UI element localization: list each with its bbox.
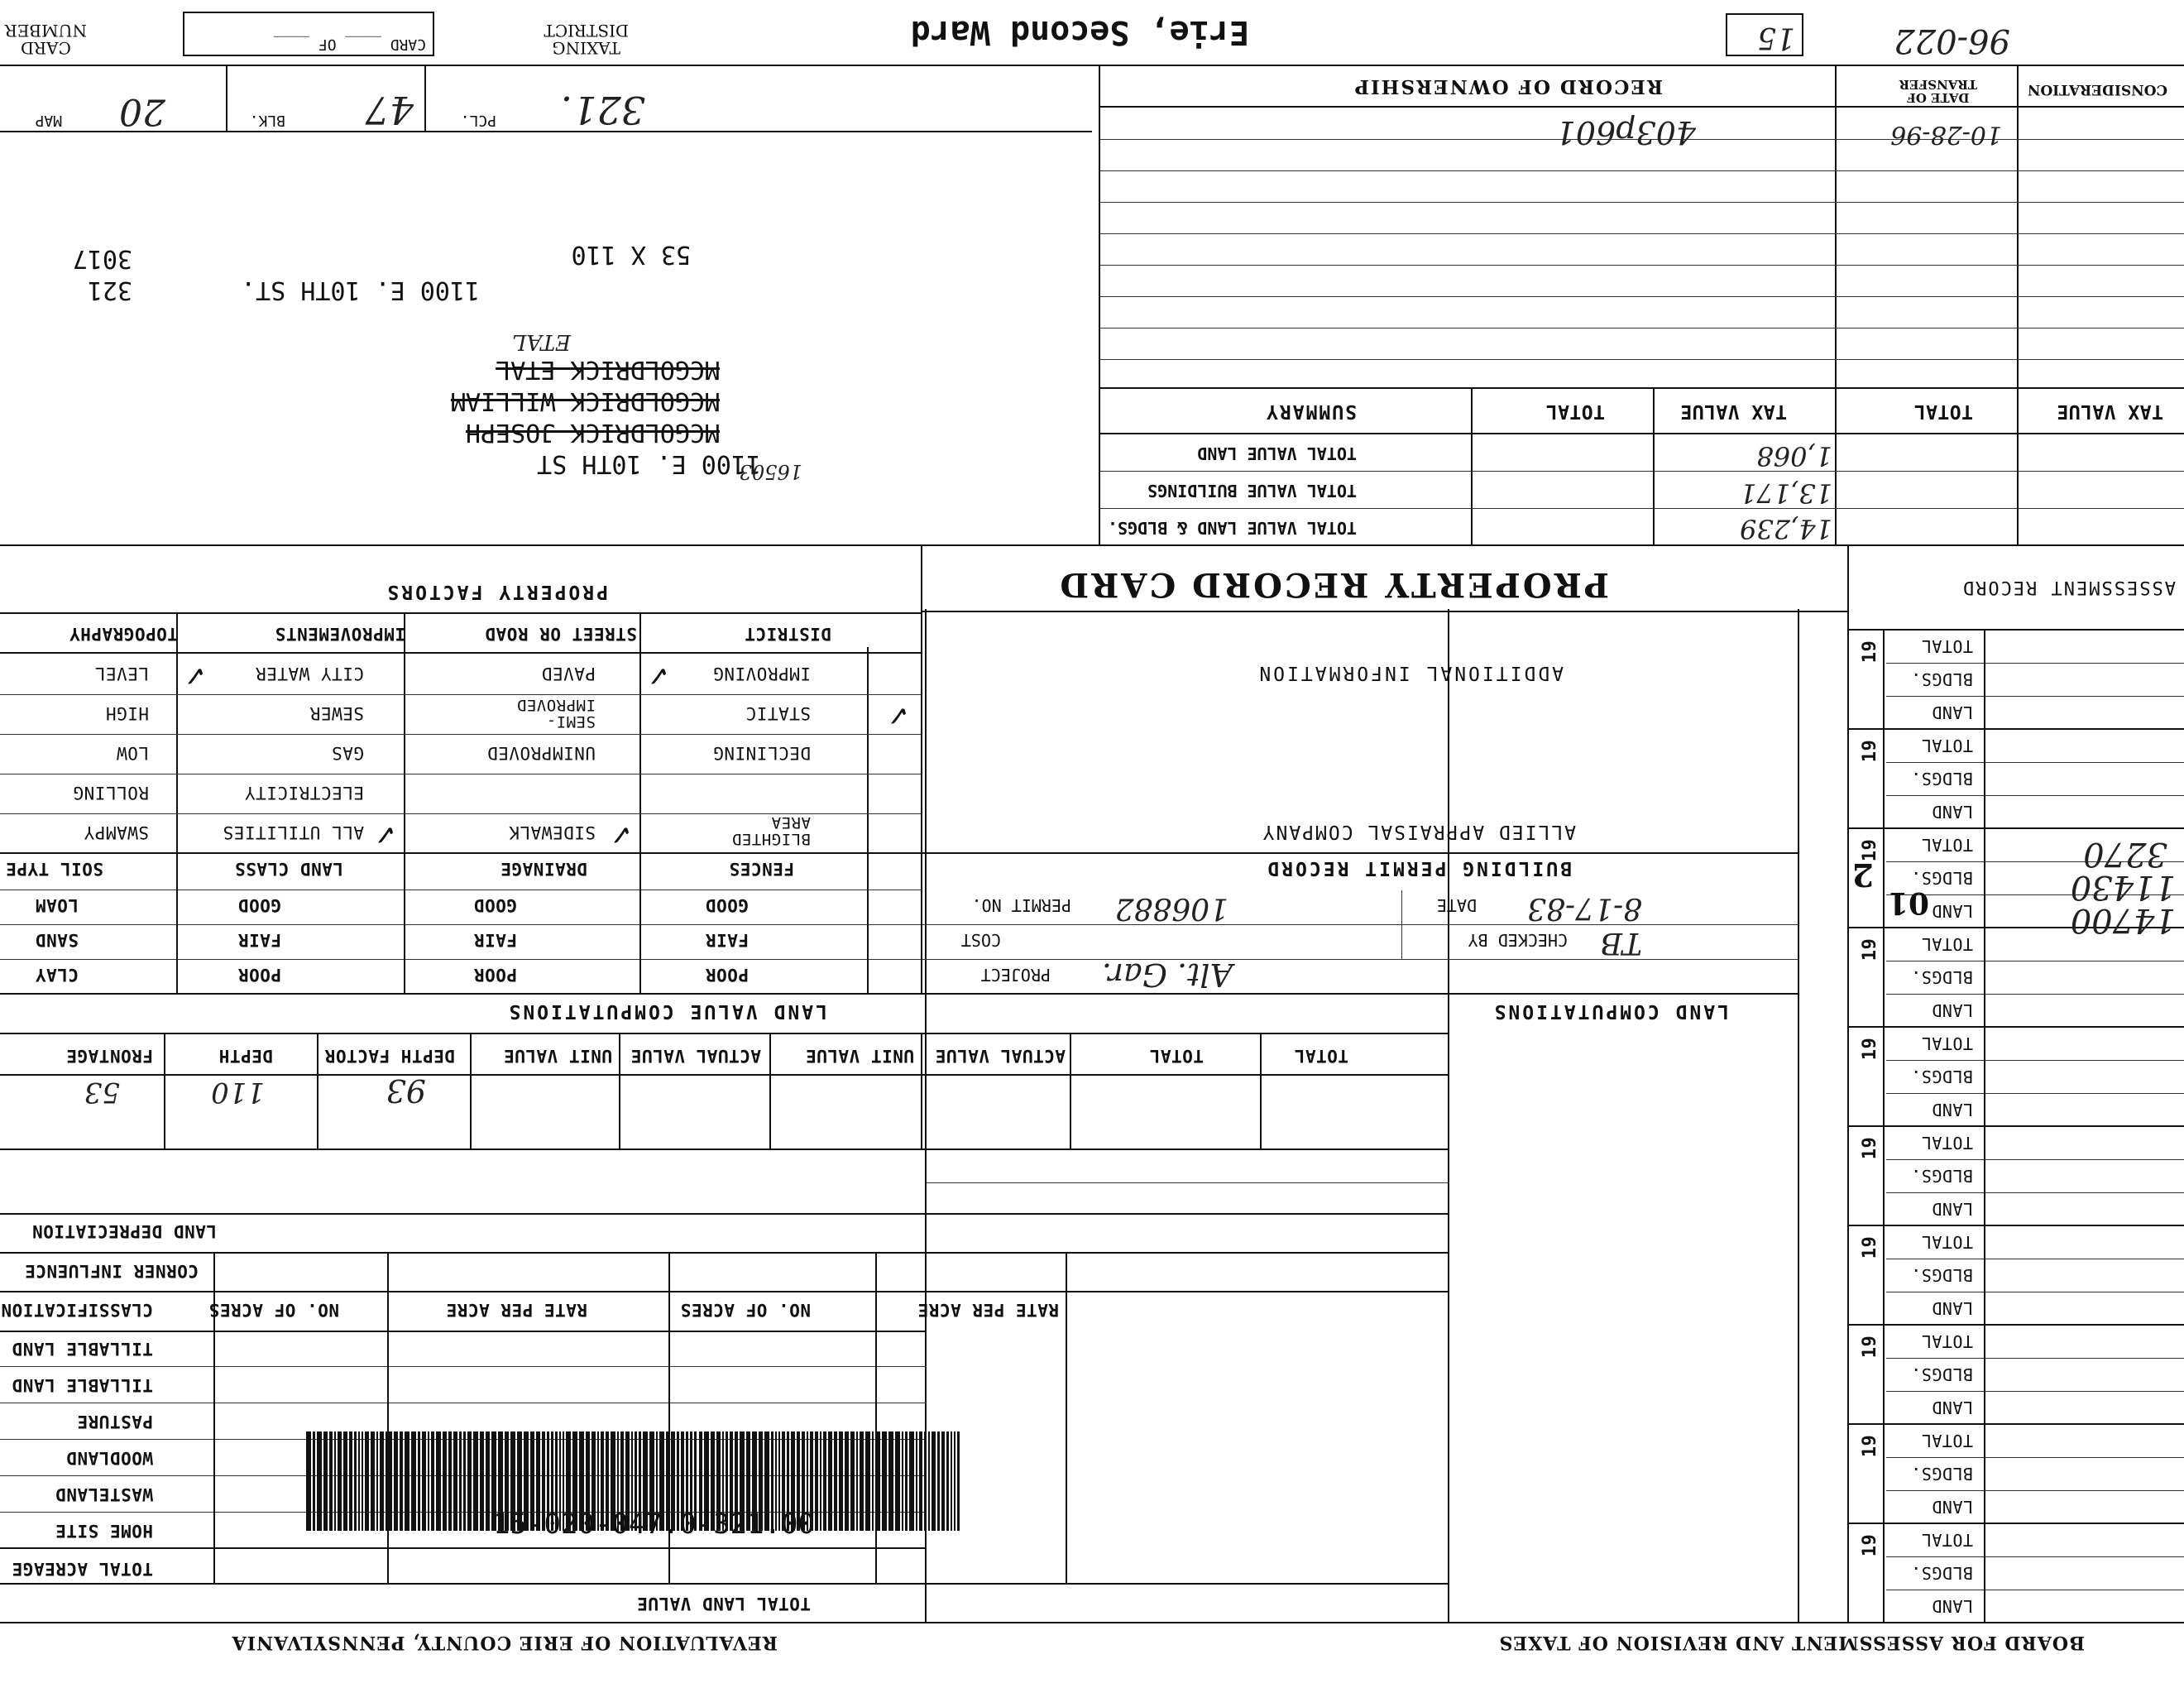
land-class-fair: FAIR bbox=[237, 930, 281, 950]
date-of-transfer-label: DATE OF TRANSFER bbox=[1899, 77, 1977, 105]
county-title: REVALUATION OF ERIE COUNTY, PENNSYLVANIA bbox=[231, 1632, 778, 1653]
barcode-bar bbox=[422, 1431, 426, 1531]
barcode-bar bbox=[405, 1431, 410, 1531]
home-site-label: HOME SITE bbox=[55, 1521, 153, 1541]
lot-dimensions: 53 X 110 bbox=[571, 240, 691, 269]
corner-influence-label: CORNER INFLUENCE bbox=[24, 1261, 199, 1281]
barcode-bar bbox=[428, 1431, 429, 1531]
sewer-label: SEWER bbox=[309, 703, 364, 723]
date-value: 8-17-83 bbox=[1527, 891, 1642, 925]
no-acres-label-2: NO. OF ACRES bbox=[680, 1300, 811, 1320]
barcode-bar bbox=[815, 1431, 818, 1531]
permit-no-label: PERMIT NO. bbox=[971, 895, 1071, 915]
consideration-label: CONSIDERATION bbox=[2027, 81, 2167, 98]
total-acreage-label: TOTAL ACREAGE bbox=[12, 1559, 153, 1579]
barcode-bar bbox=[418, 1431, 420, 1531]
summary-value-land: 1,068 bbox=[1756, 440, 1832, 472]
assessment-row-label: LAND bbox=[1931, 1100, 1973, 1120]
assessment-row-label: BLDGS. bbox=[1910, 868, 1973, 888]
owner-code-2: 3017 bbox=[72, 244, 132, 273]
project-value: Alt. Gar. bbox=[1101, 957, 1233, 993]
summary-total-header-1: TOTAL bbox=[1545, 400, 1605, 422]
owner-strike-line-3: MCGOLDRICK ETAL bbox=[496, 355, 720, 384]
soil-type-header: SOIL TYPE bbox=[5, 859, 103, 879]
project-label: PROJECT bbox=[980, 965, 1051, 985]
summary-tax-value-header-1: TAX VALUE bbox=[1679, 400, 1787, 422]
barcode-bar bbox=[411, 1431, 416, 1531]
barcode-bar bbox=[394, 1431, 398, 1531]
district-header: DISTRICT bbox=[744, 624, 831, 644]
semi-improved-label: SEMI- IMPROVED bbox=[516, 696, 596, 731]
summary-title: SUMMARY bbox=[1265, 400, 1357, 422]
classification-label: CLASSIFICATION bbox=[0, 1300, 153, 1320]
barcode-bar bbox=[365, 1431, 369, 1531]
sand-label: SAND bbox=[35, 930, 79, 950]
barcode-bar bbox=[362, 1431, 363, 1531]
assessment-row-label: LAND bbox=[1931, 1398, 1973, 1417]
barcode-bar bbox=[354, 1431, 357, 1531]
clay-label: CLAY bbox=[35, 965, 79, 985]
improving-label: IMPROVING bbox=[712, 664, 811, 683]
assessment-row-label: TOTAL bbox=[1921, 736, 1973, 755]
drainage-poor: POOR bbox=[473, 965, 517, 985]
barcode-bar bbox=[856, 1431, 858, 1531]
barcode-bar bbox=[358, 1431, 360, 1531]
assessment-row-label: LAND bbox=[1931, 1000, 1973, 1020]
assessment-row-label: TOTAL bbox=[1921, 934, 1973, 954]
barcode-bar bbox=[875, 1431, 880, 1531]
blk-value: 47 bbox=[365, 88, 414, 132]
assessment-year-prefix: 19 bbox=[1859, 838, 1880, 862]
ownership-entry-date: 10-28-96 bbox=[1890, 120, 2002, 149]
unit-value-header-2: UNIT VALUE bbox=[805, 1046, 914, 1066]
barcode-bar bbox=[850, 1431, 855, 1531]
woodland-label: WOODLAND bbox=[65, 1448, 153, 1468]
property-factors-title: PROPERTY FACTORS bbox=[385, 581, 608, 602]
barcode-bar bbox=[329, 1431, 333, 1531]
assessment-row-label: LAND bbox=[1931, 703, 1973, 722]
barcode-bar bbox=[951, 1431, 952, 1531]
barcode-bar bbox=[860, 1431, 864, 1531]
frontage-header: FRONTAGE bbox=[65, 1046, 153, 1066]
assessment-year-prefix: 19 bbox=[1859, 938, 1880, 961]
owner-zip: 16503 bbox=[739, 460, 802, 483]
assessment-row-label: LAND bbox=[1931, 1497, 1973, 1517]
assessment-row-label: LAND bbox=[1931, 1298, 1973, 1318]
total-header-2: TOTAL bbox=[1294, 1046, 1348, 1066]
assessment-row-label: TOTAL bbox=[1921, 1331, 1973, 1351]
tillable-land-label-2: TILLABLE LAND bbox=[12, 1339, 153, 1359]
paved-check: ✓ bbox=[646, 659, 670, 692]
assessment-year-prefix: 19 bbox=[1859, 1235, 1880, 1259]
permit-no-value: 106882 bbox=[1114, 891, 1228, 925]
drainage-header: DRAINAGE bbox=[500, 859, 587, 879]
barcode-bar bbox=[338, 1431, 342, 1531]
barcode-bar bbox=[453, 1431, 457, 1531]
sidewalk-label: SIDEWALK bbox=[508, 822, 596, 842]
assessment-row-label: BLDGS. bbox=[1910, 1067, 1973, 1086]
summary-row-buildings: TOTAL VALUE BUILDINGS bbox=[1147, 481, 1357, 501]
barcode-bar bbox=[916, 1431, 917, 1531]
low-label: LOW bbox=[116, 743, 149, 763]
assessment-row-label: BLDGS. bbox=[1910, 1265, 1973, 1285]
swampy-label: SWAMPY bbox=[84, 822, 149, 842]
barcode-bar bbox=[882, 1431, 887, 1531]
city-water-label: CITY WATER bbox=[255, 664, 364, 683]
barcode-bar bbox=[919, 1431, 922, 1531]
owner-current-address: 1100 E. 10TH ST bbox=[537, 449, 761, 478]
sidewalk-check: ✓ bbox=[609, 818, 633, 851]
assessment-year-prefix: 19 bbox=[1859, 739, 1880, 763]
ownership-entry: 403p601 bbox=[1555, 114, 1696, 151]
assessment-total-value: 14700 bbox=[2070, 901, 2176, 939]
rolling-label: ROLLING bbox=[72, 783, 149, 803]
drainage-good: GOOD bbox=[473, 895, 517, 915]
taxing-district-label: TAXING DISTRICT bbox=[544, 21, 629, 58]
topography-header: TOPOGRAPHY bbox=[69, 624, 178, 644]
barcode-bar bbox=[957, 1431, 960, 1531]
barcode-bar bbox=[828, 1431, 832, 1531]
owner-address-line: 1100 E. 10TH ST. bbox=[241, 276, 480, 305]
property-record-card-title: PROPERTY RECORD CARD bbox=[1057, 565, 1609, 604]
total-land-value-label: TOTAL LAND VALUE bbox=[636, 1594, 811, 1614]
depth-header: DEPTH bbox=[218, 1046, 273, 1066]
assessment-row-label: LAND bbox=[1931, 901, 1973, 921]
pasture-label: PASTURE bbox=[76, 1412, 153, 1431]
barcode-bar bbox=[400, 1431, 403, 1531]
fences-fair: FAIR bbox=[705, 930, 749, 950]
barcode-bar bbox=[389, 1431, 392, 1531]
owner-etal: ETAL bbox=[512, 329, 571, 354]
summary-row-land-bldgs: TOTAL VALUE LAND & BLDGS. bbox=[1107, 518, 1357, 538]
summary-value-buildings: 13,171 bbox=[1740, 477, 1832, 509]
map-label: MAP bbox=[35, 112, 62, 129]
assessment-year-prefix: 19 bbox=[1859, 1434, 1880, 1458]
barcode-bar bbox=[386, 1431, 387, 1531]
actual-value-header-1: ACTUAL VALUE bbox=[630, 1046, 761, 1066]
level-label: LEVEL bbox=[94, 664, 149, 683]
barcode-bar bbox=[376, 1431, 378, 1531]
blighted-area-label: BLIGHTED AREA bbox=[731, 813, 811, 848]
barcode-bar bbox=[431, 1431, 434, 1531]
barcode-bar bbox=[349, 1431, 352, 1531]
barcode-bar bbox=[343, 1431, 347, 1531]
summary-tax-value-header-2: TAX VALUE bbox=[2056, 400, 2163, 422]
assessment-row-label: TOTAL bbox=[1921, 835, 1973, 855]
barcode-bar bbox=[902, 1431, 903, 1531]
land-class-poor: POOR bbox=[237, 965, 281, 985]
barcode-bar bbox=[334, 1431, 336, 1531]
barcode-bar bbox=[905, 1431, 908, 1531]
barcode-bar bbox=[888, 1431, 893, 1531]
additional-information-title: ADDITIONAL INFORMATION bbox=[1257, 662, 1564, 683]
assessment-row-label: BLDGS. bbox=[1910, 1166, 1973, 1186]
actual-value-header-2: ACTUAL VALUE bbox=[935, 1046, 1066, 1066]
barcode-bar bbox=[946, 1431, 949, 1531]
frontage-value: 53 bbox=[84, 1076, 120, 1109]
date-label: DATE bbox=[1436, 895, 1477, 915]
taxing-district-value: Erie, Second Ward bbox=[910, 13, 1249, 51]
all-utilities-check: ✓ bbox=[373, 818, 397, 851]
barcode-bar bbox=[317, 1431, 322, 1531]
depth-value: 110 bbox=[211, 1076, 265, 1109]
static-label: STATIC bbox=[745, 703, 811, 723]
depth-factor-value: 93 bbox=[386, 1072, 426, 1109]
barcode-bar bbox=[834, 1431, 837, 1531]
barcode-bar bbox=[480, 1431, 484, 1531]
blk-label: BLK. bbox=[249, 112, 285, 129]
declining-label: DECLINING bbox=[712, 743, 811, 763]
street-road-header: STREET OR ROAD bbox=[484, 624, 637, 644]
map-value: 20 bbox=[119, 90, 165, 132]
rate-per-acre-label-1: RATE PER ACRE bbox=[446, 1300, 587, 1320]
barcode-bar bbox=[865, 1431, 870, 1531]
assessment-row-label: BLDGS. bbox=[1910, 769, 1973, 789]
fences-header: FENCES bbox=[729, 859, 794, 879]
barcode-bar bbox=[486, 1431, 490, 1531]
static-check: ✓ bbox=[886, 698, 910, 731]
assessment-year-prefix: 19 bbox=[1859, 1533, 1880, 1557]
depth-factor-header: DEPTH FACTOR bbox=[324, 1046, 455, 1066]
assessment-year-prefix: 19 bbox=[1859, 1136, 1880, 1160]
assessment-year-prefix: 19 bbox=[1859, 1335, 1880, 1359]
barcode-bar bbox=[937, 1431, 940, 1531]
barcode-bar bbox=[313, 1431, 315, 1531]
barcode-bar bbox=[895, 1431, 900, 1531]
barcode-bar bbox=[941, 1431, 945, 1531]
barcode-bar bbox=[820, 1431, 821, 1531]
assessment-row-label: TOTAL bbox=[1921, 1232, 1973, 1252]
assessment-row-label: LAND bbox=[1931, 802, 1973, 822]
barcode-bar bbox=[459, 1431, 462, 1531]
assessment-row-label: LAND bbox=[1931, 1596, 1973, 1616]
assessment-row-label: BLDGS. bbox=[1910, 967, 1973, 987]
record-of-ownership-title: RECORD OF OWNERSHIP bbox=[1353, 75, 1663, 98]
total-header-1: TOTAL bbox=[1149, 1046, 1204, 1066]
all-utilities-label: ALL UTILITIES bbox=[223, 822, 364, 842]
unit-value-header-1: UNIT VALUE bbox=[503, 1046, 612, 1066]
assessment-year-mark-2: 2 bbox=[1851, 856, 1874, 894]
barcode-bar bbox=[839, 1431, 843, 1531]
loam-label: LOAM bbox=[35, 895, 79, 915]
assessment-row-label: BLDGS. bbox=[1910, 669, 1973, 689]
barcode-bar bbox=[306, 1431, 311, 1531]
rate-per-acre-label-2: RATE PER ACRE bbox=[917, 1300, 1059, 1320]
pcl-label: PCL. bbox=[460, 112, 496, 129]
pcl-value: 321. bbox=[560, 88, 645, 132]
barcode-bar bbox=[872, 1431, 874, 1531]
barcode-bar bbox=[924, 1431, 927, 1531]
barcode-bar bbox=[371, 1431, 375, 1531]
assessment-row-label: BLDGS. bbox=[1910, 1364, 1973, 1384]
checked-by-label: CHECKED BY bbox=[1468, 930, 1568, 950]
summary-value-total: 14,239 bbox=[1740, 513, 1832, 544]
cost-label: COST bbox=[960, 930, 1001, 950]
land-depreciation-label: LAND DEPRECIATION bbox=[31, 1221, 217, 1241]
high-label: HIGH bbox=[105, 703, 149, 723]
assessment-row-label: BLDGS. bbox=[1910, 1563, 1973, 1583]
barcode-bar bbox=[928, 1431, 930, 1531]
electricity-label: ELECTRICITY bbox=[244, 783, 364, 803]
barcode-bar bbox=[932, 1431, 936, 1531]
board-title: BOARD FOR ASSESSMENT AND REVISION OF TAXES bbox=[1498, 1632, 2085, 1653]
assessment-row-label: TOTAL bbox=[1921, 1431, 1973, 1451]
level-check: ✓ bbox=[183, 659, 207, 692]
fences-poor: POOR bbox=[705, 965, 749, 985]
owner-code-1: 321 bbox=[87, 276, 132, 305]
card-of-label: CARD ____ OF ____ bbox=[273, 36, 426, 53]
ward-box-value: 15 bbox=[1757, 21, 1795, 55]
document-code: 96-022 bbox=[1894, 22, 2010, 60]
barcode-bar bbox=[954, 1431, 956, 1531]
assessment-land-value: 3270 bbox=[2083, 835, 2167, 873]
land-computations-title: LAND COMPUTATIONS bbox=[1492, 1000, 1729, 1022]
barcode-bar bbox=[845, 1431, 849, 1531]
barcode-bar bbox=[467, 1431, 472, 1531]
card-number-label: CARD NUMBER bbox=[4, 21, 87, 58]
checked-by-value: TB bbox=[1600, 926, 1642, 960]
owner-strike-line-2: MCGOLDRICK WILLIAM bbox=[450, 386, 720, 415]
building-permit-record-title: BUILDING PERMIT RECORD bbox=[1265, 857, 1572, 879]
barcode-bar bbox=[323, 1431, 328, 1531]
assessment-row-label: TOTAL bbox=[1921, 1530, 1973, 1550]
assessment-bldgs-value: 11430 bbox=[2070, 868, 2176, 906]
summary-row-land: TOTAL VALUE LAND bbox=[1197, 444, 1357, 463]
barcode-bar bbox=[463, 1431, 466, 1531]
allied-appraisal-title: ALLIED APPRAISAL COMPANY bbox=[1261, 821, 1576, 842]
assessment-year-prefix: 19 bbox=[1859, 640, 1880, 664]
paved-label: PAVED bbox=[541, 664, 596, 683]
barcode-bar bbox=[448, 1431, 452, 1531]
land-class-header: LAND CLASS bbox=[234, 859, 343, 879]
barcode-bar bbox=[436, 1431, 441, 1531]
no-acres-label-1: NO. OF ACRES bbox=[208, 1300, 339, 1320]
assessment-row-label: BLDGS. bbox=[1910, 1464, 1973, 1484]
assessment-record-title: ASSESSMENT RECORD bbox=[1961, 577, 2176, 597]
unimproved-label: UNIMPROVED bbox=[486, 743, 596, 763]
drainage-fair: FAIR bbox=[473, 930, 517, 950]
wasteland-label: WASTELAND bbox=[55, 1484, 153, 1504]
assessment-row-label: TOTAL bbox=[1921, 636, 1973, 656]
parcel-number: 15-020-047.0-321.00 bbox=[493, 1508, 815, 1541]
assessment-row-label: TOTAL bbox=[1921, 1133, 1973, 1153]
tillable-land-label-1: TILLABLE LAND bbox=[12, 1375, 153, 1395]
assessment-row-label: TOTAL bbox=[1921, 1033, 1973, 1053]
barcode-bar bbox=[823, 1431, 826, 1531]
land-value-computations-title: LAND VALUE COMPUTATIONS bbox=[506, 1000, 827, 1022]
summary-total-header-2: TOTAL bbox=[1913, 400, 1973, 422]
gas-label: GAS bbox=[331, 743, 364, 763]
barcode-bar bbox=[473, 1431, 478, 1531]
barcode-bar bbox=[909, 1431, 914, 1531]
owner-strike-line-1: MCGOLDRICK JOSEPH bbox=[465, 418, 720, 447]
assessment-year-mark: 01 bbox=[1887, 885, 1929, 920]
improvements-header: IMPROVEMENTS bbox=[275, 624, 405, 644]
assessment-row-label: LAND bbox=[1931, 1199, 1973, 1219]
fences-good: GOOD bbox=[705, 895, 749, 915]
barcode-bar bbox=[443, 1431, 447, 1531]
assessment-year-prefix: 19 bbox=[1859, 1037, 1880, 1061]
barcode-bar bbox=[380, 1431, 384, 1531]
land-class-good: GOOD bbox=[237, 895, 281, 915]
